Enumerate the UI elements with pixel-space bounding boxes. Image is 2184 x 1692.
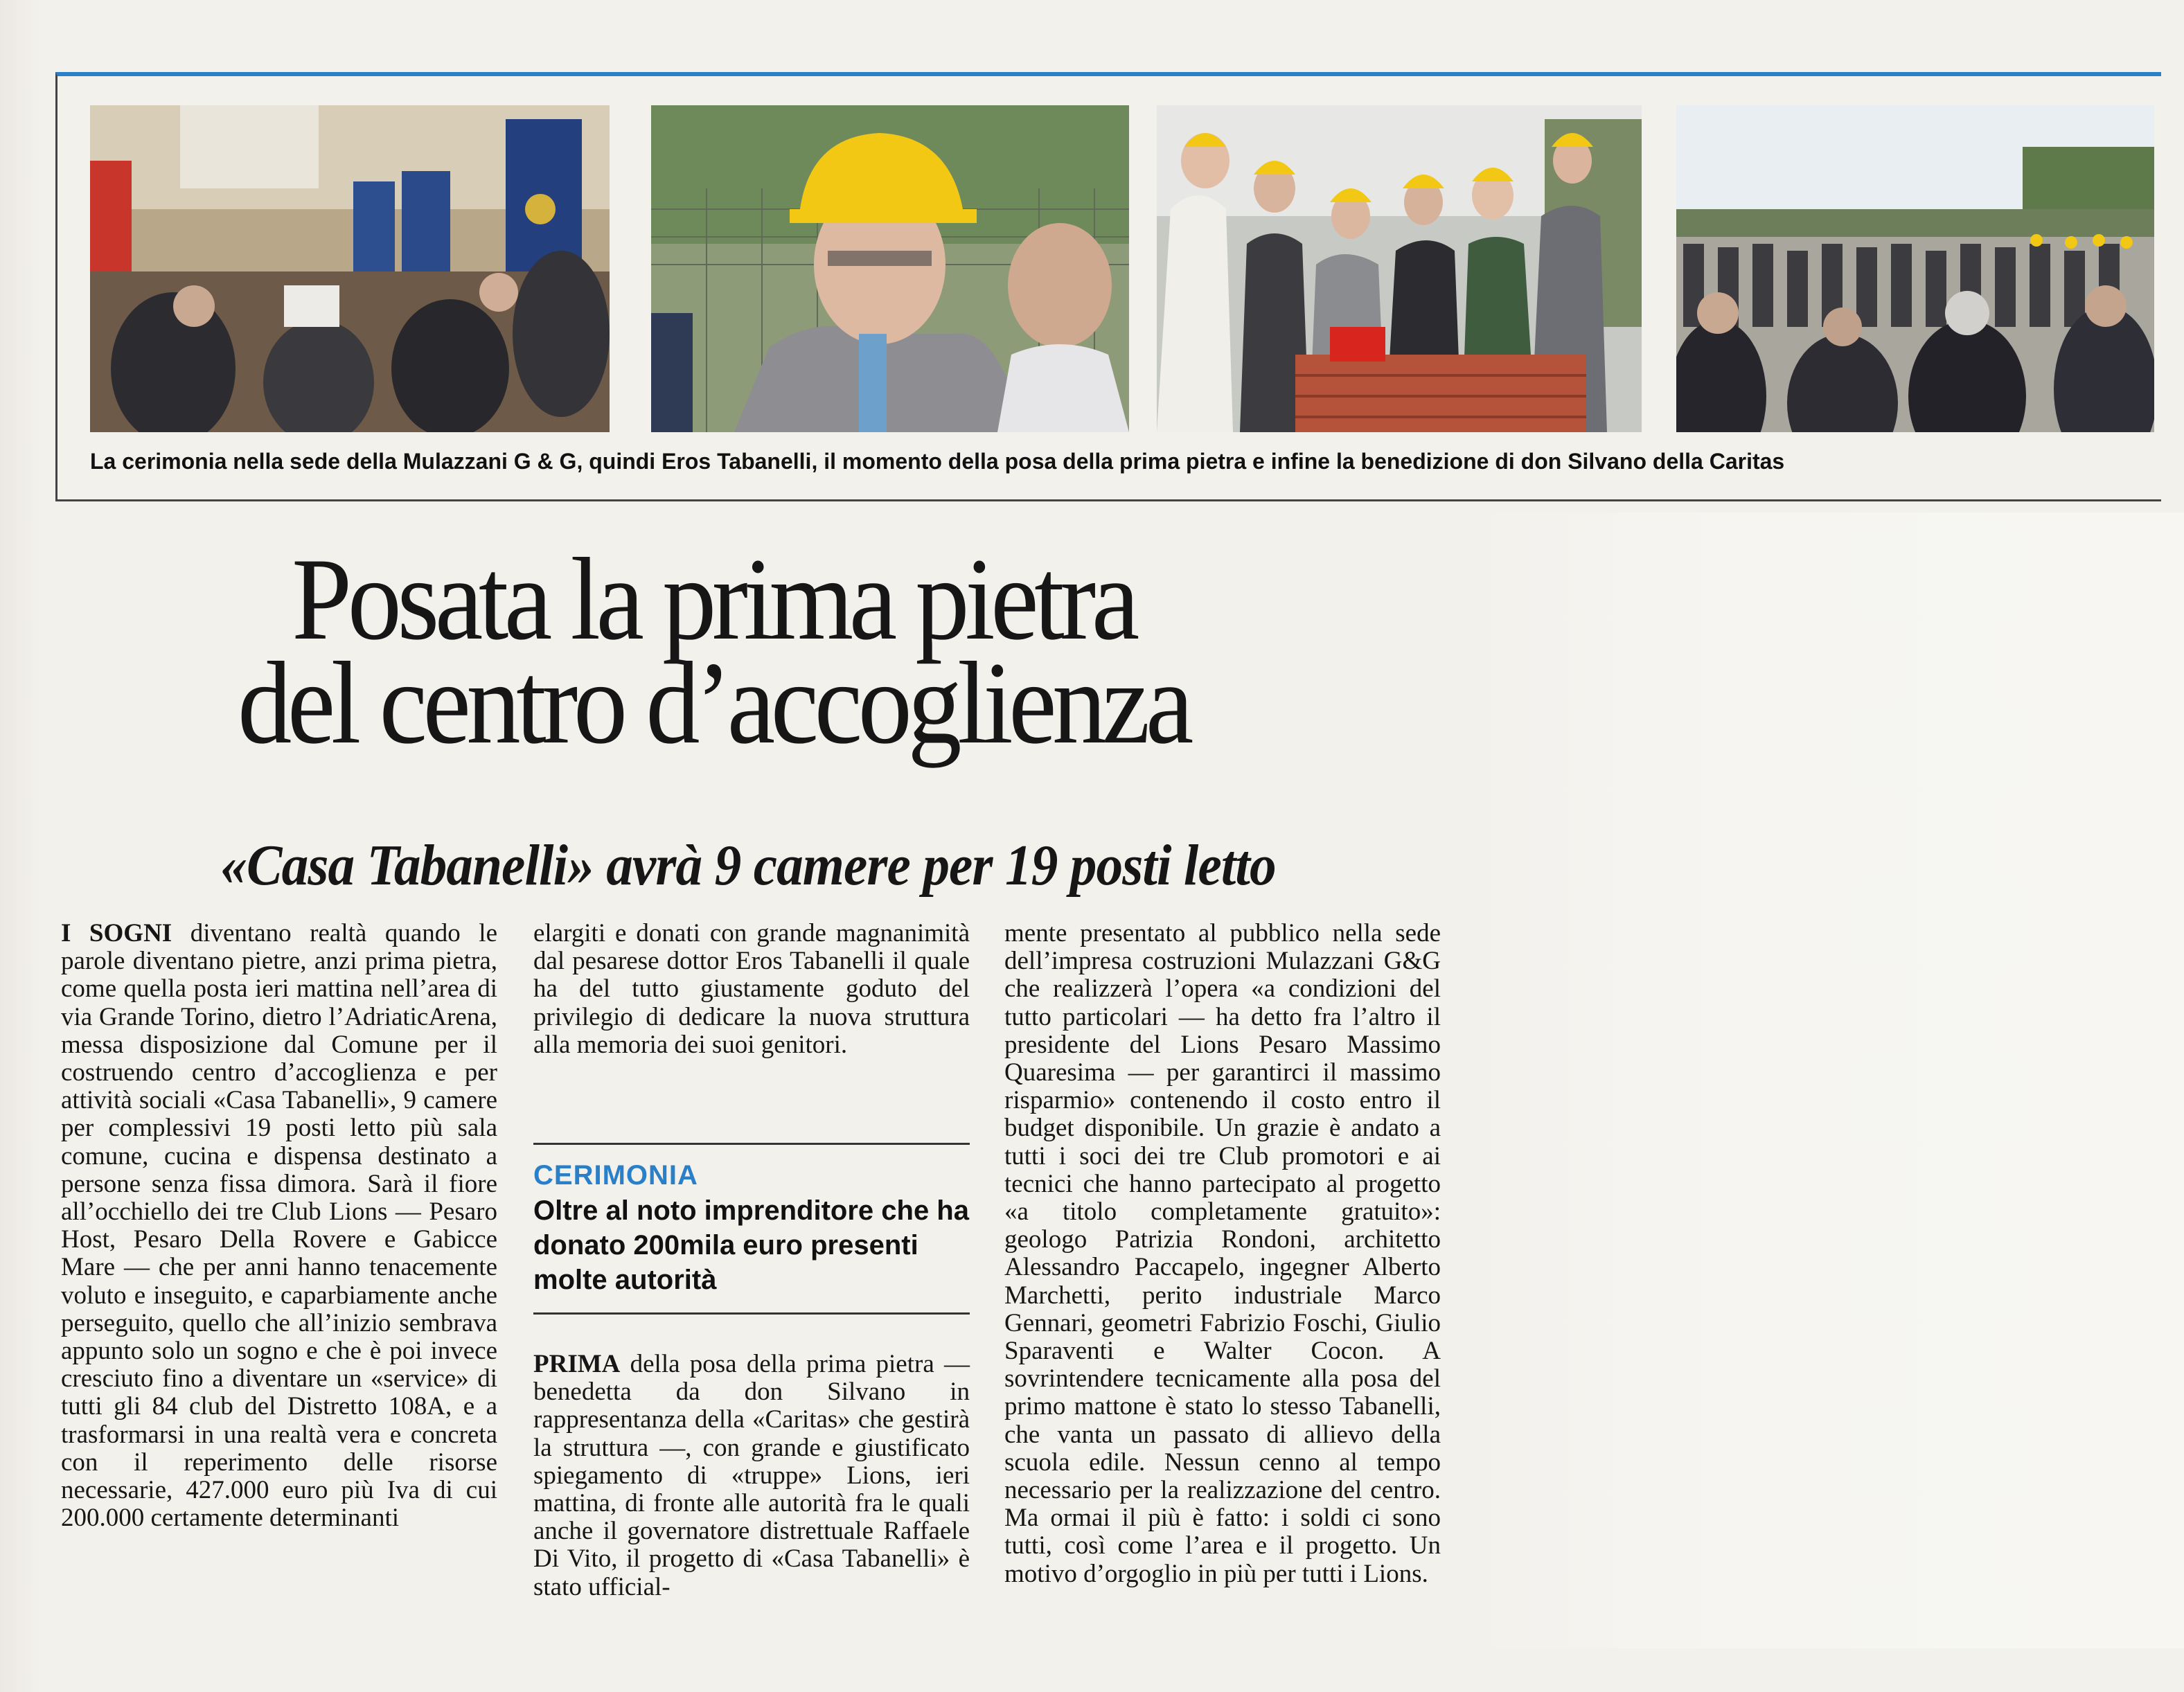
article-column-1 [61, 920, 497, 1532]
column-1-lead: I SOGNI [61, 919, 172, 947]
photo-laying-first-stone [1157, 105, 1642, 432]
column-2b-text: della posa della prima pietra — benedetta da don Silvano in rappresentanza della «Caritas» che gestirà la struttura —, con grande e giustificato spiegamento di «truppe» Lions, ieri mattina, di fronte alle autorità fra le quali anche il governatore distrettuale Raffaele Di Vito, il progetto di «Casa Tabanelli» è stato ufficial- [533, 1350, 970, 1601]
sidebar-box-tag: CERIMONIA [533, 1160, 698, 1191]
headline [140, 534, 1287, 768]
article-column-2-continued [533, 1351, 970, 1601]
column-2-text: elargiti e donati con grande magnanimità dal pesarese dottor Eros Tabanelli il quale ha del tutto giustamente goduto del privilegio di dedicare la nuova struttura alla memoria dei suoi genitori. [533, 919, 970, 1059]
photo-meeting-room [90, 105, 610, 432]
scan-edge-shadow [0, 0, 42, 1692]
article-column-2 [533, 920, 970, 1059]
subheadline: «Casa Tabanelli» avrà 9 camere per 19 posti letto [220, 833, 1276, 898]
column-1-text: diventano realtà quando le parole diventano pietre, anzi prima pietra, come quella posta ieri mattina nell’area di via Grande Torino, dietro l’AdriaticArena, messa disposizione dal Comune per il costruendo centro d’accoglienza e per attività sociali «Casa Tabanelli», 9 camere per complessivi 19 posti letto più sala comune, cucina e dispensa destinato a persone senza fissa dimora. Sarà il fiore all’occhiello dei tre Club Lions — Pesaro Host, Pesaro Della Rovere e Gabicce Mare — che per anni hanno tenacemente voluto e inseguito, e caparbiamente anche perseguito, quello che all’inizio sembrava appunto solo un sogno e che è poi invece cresciuto fino a diventare un «service» di tutti gli 84 club del Distretto 108A, e a trasformarsi in una realtà vera e concreta con il reperimento delle risorse necessarie, 427.000 euro più Iva di cui 200.000 certamente determinanti [61, 919, 497, 1533]
headline-line-2: del centro d’accoglienza [238, 638, 1189, 768]
photo-caption: La cerimonia nella sede della Mulazzani G & G, quindi Eros Tabanelli, il momento della posa della prima pietra e infine la benedizione di don Silvano della Caritas [90, 449, 1785, 474]
sidebar-box-text: Oltre al noto imprenditore che ha donato 200mila euro presenti molte autorità [533, 1195, 969, 1295]
headline-line-1: Posata la prima pietra [292, 534, 1135, 664]
column-3-text: mente presentato al pubblico nella sede dell’impresa costruzioni Mulazzani G&G che realizzerà l’opera «a condizioni del tutto particolari — ha detto fra l’altro il presidente del Lions Pesaro Massimo Quaresima — per garantirci il massimo risparmio» contenendo il costo entro il budget disponibile. Un grazie è andato a tutti i soci dei tre Club promotori e ai tecnici che hanno partecipato al progetto «a titolo completamente gratuito»: geologo Patrizia Rondoni, architetto Alessandro Paccapelo, ingegner Alberto Marchetti, perito industriale Marco Gennari, geometri Fabrizio Foschi, Giulio Sparaventi e Walter Cocon. A sovrintendere tecnicamente alla posa del primo mattone è stato lo stesso Tabanelli, che vanta un passato di allievo della scuola edile. Nessun cenno al tempo necessario per la realizzazione del centro. Ma ormai il più è fatto: i soldi ci sono tutti, così come l’area e il progetto. Un motivo d’orgoglio in più per tutti i Lions. [1004, 919, 1441, 1588]
article-column-3 [1004, 920, 1441, 1588]
ghost-print-area [1468, 513, 2184, 1648]
photo-crowd-blessing [1676, 105, 2154, 432]
photo-man-hard-hat [651, 105, 1129, 432]
sidebar-box [533, 1143, 970, 1315]
column-2b-lead: PRIMA [533, 1350, 621, 1378]
